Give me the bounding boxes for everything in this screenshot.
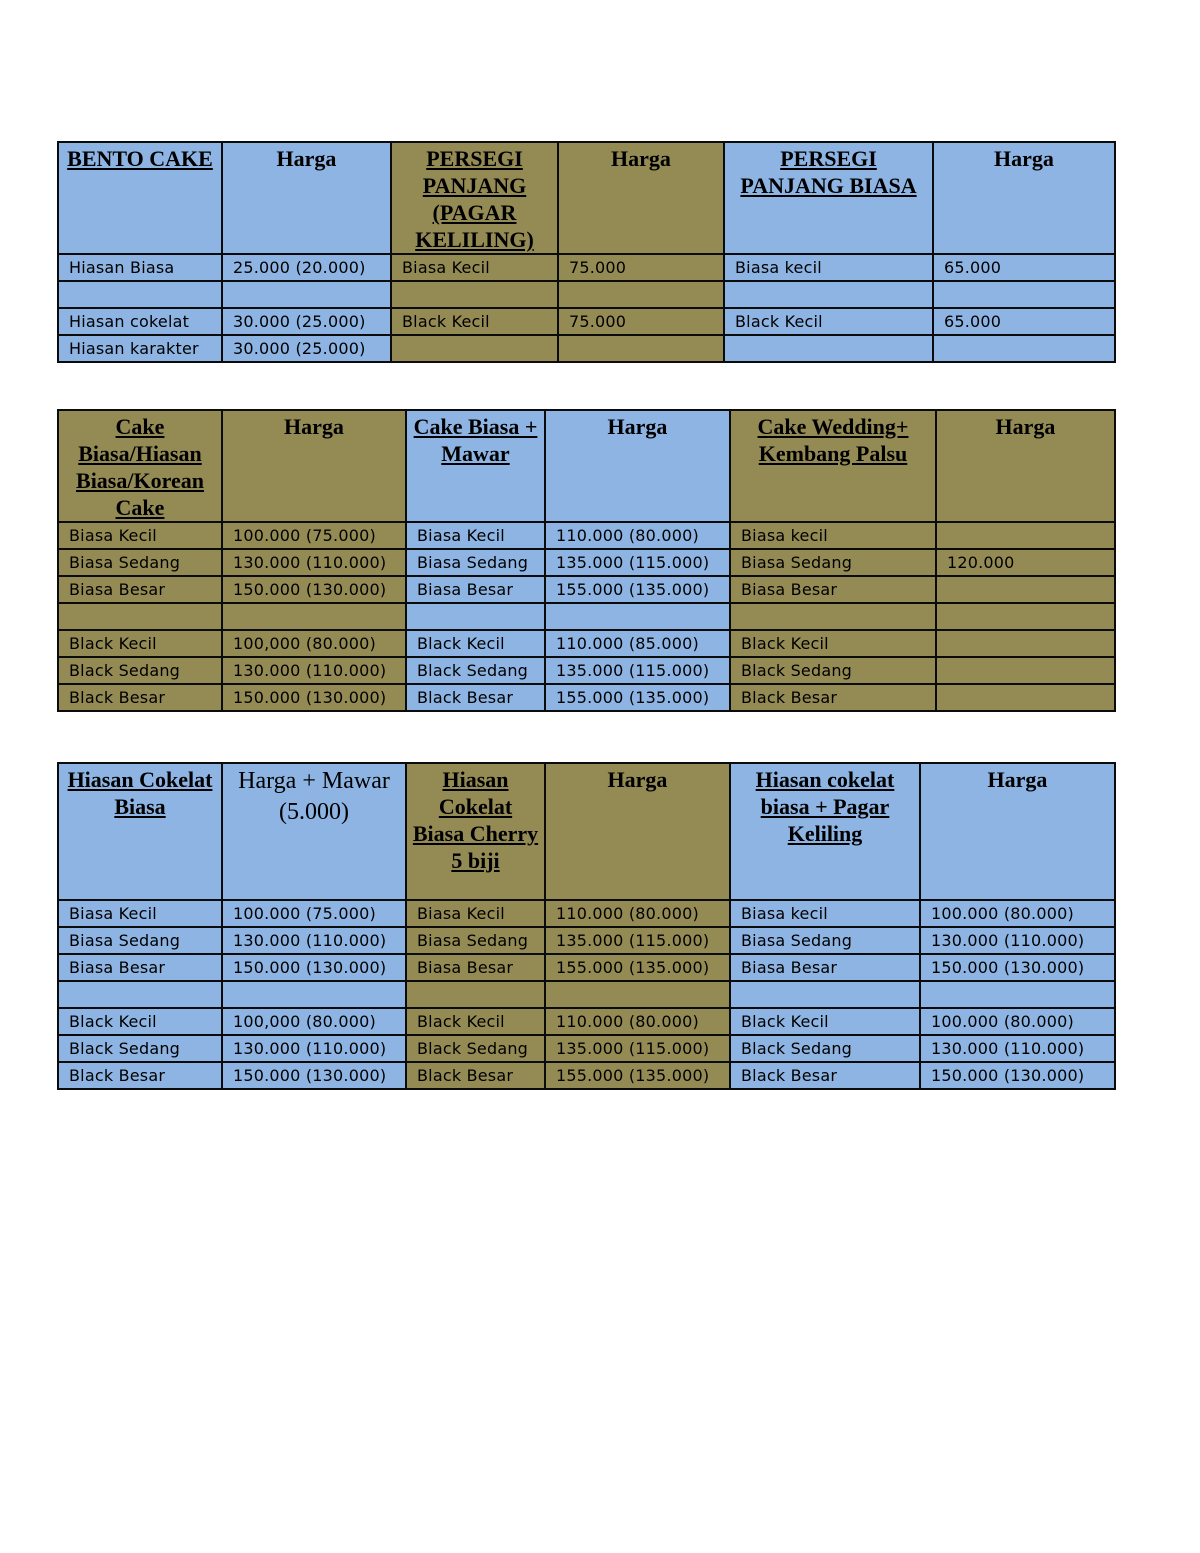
table-cell: 155.000 (135.000) — [545, 1062, 730, 1089]
table-cell: Black Besar — [58, 684, 222, 711]
header-cell: Hiasan Cokelat Biasa Cherry 5 biji — [406, 763, 545, 900]
table-cell: Biasa Sedang — [406, 927, 545, 954]
header-cell: Harga — [545, 410, 730, 522]
table-cell: Biasa Kecil — [58, 900, 222, 927]
header-cell: PERSEGI PANJANG (PAGAR KELILING) — [391, 142, 558, 254]
table-cell: 65.000 — [933, 308, 1115, 335]
table-cell: Black Kecil — [730, 630, 936, 657]
table-row — [58, 630, 1115, 657]
table-cell: 150.000 (130.000) — [222, 1062, 406, 1089]
table-cell: Black Sedang — [406, 657, 545, 684]
table-cell: 150.000 (130.000) — [920, 1062, 1115, 1089]
table-row — [58, 576, 1115, 603]
table-cell: Hiasan karakter — [58, 335, 222, 362]
table-cell — [730, 981, 920, 1008]
table-row — [58, 1035, 1115, 1062]
table-row — [58, 254, 1115, 281]
table-cell: 100,000 (80.000) — [222, 630, 406, 657]
table-cell — [58, 603, 222, 630]
header-cell: Cake Biasa + Mawar — [406, 410, 545, 522]
header-cell: Cake Biasa/Hiasan Biasa/Korean Cake — [58, 410, 222, 522]
table-cell: Black Besar — [406, 1062, 545, 1089]
table-row — [58, 657, 1115, 684]
table-cell: Biasa Besar — [730, 954, 920, 981]
table-cell: 130.000 (110.000) — [920, 927, 1115, 954]
table-cell: Black Kecil — [391, 308, 558, 335]
table-cell: 135.000 (115.000) — [545, 549, 730, 576]
table-cell: Black Besar — [730, 684, 936, 711]
table-cell: 65.000 — [933, 254, 1115, 281]
table-cell: 130.000 (110.000) — [222, 657, 406, 684]
table-cell — [936, 630, 1115, 657]
table-cell: Hiasan cokelat — [58, 308, 222, 335]
table-cell: Black Kecil — [58, 630, 222, 657]
table-cell: 155.000 (135.000) — [545, 954, 730, 981]
cake-biasa-price-table — [57, 409, 1116, 712]
hiasan-cokelat-price-table — [57, 762, 1116, 1090]
table-cell — [58, 281, 222, 308]
table-cell: 130.000 (110.000) — [222, 1035, 406, 1062]
table-cell: 110.000 (80.000) — [545, 522, 730, 549]
table-cell — [222, 281, 391, 308]
table-cell: 155.000 (135.000) — [545, 576, 730, 603]
table-cell — [730, 603, 936, 630]
table-header-row — [58, 763, 1115, 900]
table-cell — [933, 281, 1115, 308]
table-cell: Biasa Sedang — [58, 927, 222, 954]
table-cell: 110.000 (80.000) — [545, 900, 730, 927]
table-row — [58, 522, 1115, 549]
table-cell: Black Kecil — [724, 308, 933, 335]
table-cell — [545, 981, 730, 1008]
table-cell: Biasa Sedang — [406, 549, 545, 576]
table-cell — [936, 684, 1115, 711]
table-row — [58, 927, 1115, 954]
table-cell: Black Kecil — [730, 1008, 920, 1035]
header-cell: Harga — [545, 763, 730, 900]
table-row — [58, 900, 1115, 927]
header-cell: BENTO CAKE — [58, 142, 222, 254]
table-cell: 100,000 (80.000) — [222, 1008, 406, 1035]
table-cell — [936, 522, 1115, 549]
table-cell: 110.000 (85.000) — [545, 630, 730, 657]
table-cell: Biasa Besar — [58, 576, 222, 603]
table-cell: 155.000 (135.000) — [545, 684, 730, 711]
table-cell: Black Kecil — [58, 1008, 222, 1035]
table-cell: 110.000 (80.000) — [545, 1008, 730, 1035]
header-cell: Hiasan cokelat biasa + Pagar Keliling — [730, 763, 920, 900]
table-row — [58, 335, 1115, 362]
table-cell — [936, 603, 1115, 630]
table-cell: 120.000 — [936, 549, 1115, 576]
table-cell: Black Kecil — [406, 1008, 545, 1035]
table-cell: Black Besar — [406, 684, 545, 711]
table-cell: 150.000 (130.000) — [920, 954, 1115, 981]
header-cell: Harga + Mawar (5.000) — [222, 763, 406, 900]
table-cell — [222, 603, 406, 630]
table-cell: Biasa Kecil — [391, 254, 558, 281]
table-cell: Black Sedang — [58, 1035, 222, 1062]
table-row — [58, 549, 1115, 576]
table-cell: Biasa Besar — [406, 576, 545, 603]
table-cell: 75.000 — [558, 308, 724, 335]
table-cell: Hiasan Biasa — [58, 254, 222, 281]
table-cell: 150.000 (130.000) — [222, 954, 406, 981]
table-row — [58, 1062, 1115, 1089]
table-cell: 150.000 (130.000) — [222, 576, 406, 603]
table-cell: 150.000 (130.000) — [222, 684, 406, 711]
table-row — [58, 684, 1115, 711]
table-cell: 100.000 (75.000) — [222, 522, 406, 549]
header-cell: Harga — [222, 410, 406, 522]
header-cell: Hiasan Cokelat Biasa — [58, 763, 222, 900]
table-cell: Black Sedang — [58, 657, 222, 684]
header-cell: Cake Wedding+ Kembang Palsu — [730, 410, 936, 522]
table-cell: Biasa Kecil — [406, 522, 545, 549]
table-cell: Biasa kecil — [730, 522, 936, 549]
table-cell: Biasa Kecil — [406, 900, 545, 927]
table-cell: 130.000 (110.000) — [222, 927, 406, 954]
table-cell: 130.000 (110.000) — [920, 1035, 1115, 1062]
table-cell: Biasa Sedang — [730, 927, 920, 954]
table-cell — [724, 281, 933, 308]
table-cell: 130.000 (110.000) — [222, 549, 406, 576]
header-cell: Harga — [222, 142, 391, 254]
table-cell: 30.000 (25.000) — [222, 335, 391, 362]
table-cell: 25.000 (20.000) — [222, 254, 391, 281]
table-cell: Black Sedang — [406, 1035, 545, 1062]
table-cell: 100.000 (80.000) — [920, 900, 1115, 927]
table-row — [58, 981, 1115, 1008]
table-cell: Biasa Kecil — [58, 522, 222, 549]
table-cell: 135.000 (115.000) — [545, 657, 730, 684]
table-row — [58, 1008, 1115, 1035]
table-cell: 75.000 — [558, 254, 724, 281]
table-cell: Biasa Besar — [406, 954, 545, 981]
table-cell: 100.000 (80.000) — [920, 1008, 1115, 1035]
table-row — [58, 281, 1115, 308]
table-cell — [936, 657, 1115, 684]
table-cell — [933, 335, 1115, 362]
header-cell: Harga — [558, 142, 724, 254]
table-row — [58, 308, 1115, 335]
table-cell — [936, 576, 1115, 603]
table-cell: Biasa Sedang — [730, 549, 936, 576]
table-cell: 135.000 (115.000) — [545, 927, 730, 954]
table-cell — [58, 981, 222, 1008]
table-cell: 135.000 (115.000) — [545, 1035, 730, 1062]
bento-price-table — [57, 141, 1116, 363]
table-row — [58, 954, 1115, 981]
table-cell — [545, 603, 730, 630]
header-cell: Harga — [920, 763, 1115, 900]
table-cell: Black Sedang — [730, 657, 936, 684]
header-cell: Harga — [936, 410, 1115, 522]
header-cell: Harga — [933, 142, 1115, 254]
table-cell: Black Sedang — [730, 1035, 920, 1062]
table-cell — [920, 981, 1115, 1008]
table-cell: Black Besar — [58, 1062, 222, 1089]
table-header-row — [58, 410, 1115, 522]
table-cell — [406, 603, 545, 630]
table-cell: Biasa kecil — [730, 900, 920, 927]
table-cell: 100.000 (75.000) — [222, 900, 406, 927]
table-cell: Biasa Sedang — [58, 549, 222, 576]
table-cell: Biasa Besar — [58, 954, 222, 981]
table-cell: Biasa Besar — [730, 576, 936, 603]
table-cell — [724, 335, 933, 362]
table-cell — [391, 281, 558, 308]
table-cell — [222, 981, 406, 1008]
table-cell: 30.000 (25.000) — [222, 308, 391, 335]
header-cell: PERSEGI PANJANG BIASA — [724, 142, 933, 254]
table-row — [58, 603, 1115, 630]
table-cell: Black Besar — [730, 1062, 920, 1089]
table-cell: Biasa kecil — [724, 254, 933, 281]
table-cell — [558, 335, 724, 362]
table-cell — [391, 335, 558, 362]
table-cell: Black Kecil — [406, 630, 545, 657]
table-cell — [406, 981, 545, 1008]
table-cell — [558, 281, 724, 308]
table-header-row — [58, 142, 1115, 254]
